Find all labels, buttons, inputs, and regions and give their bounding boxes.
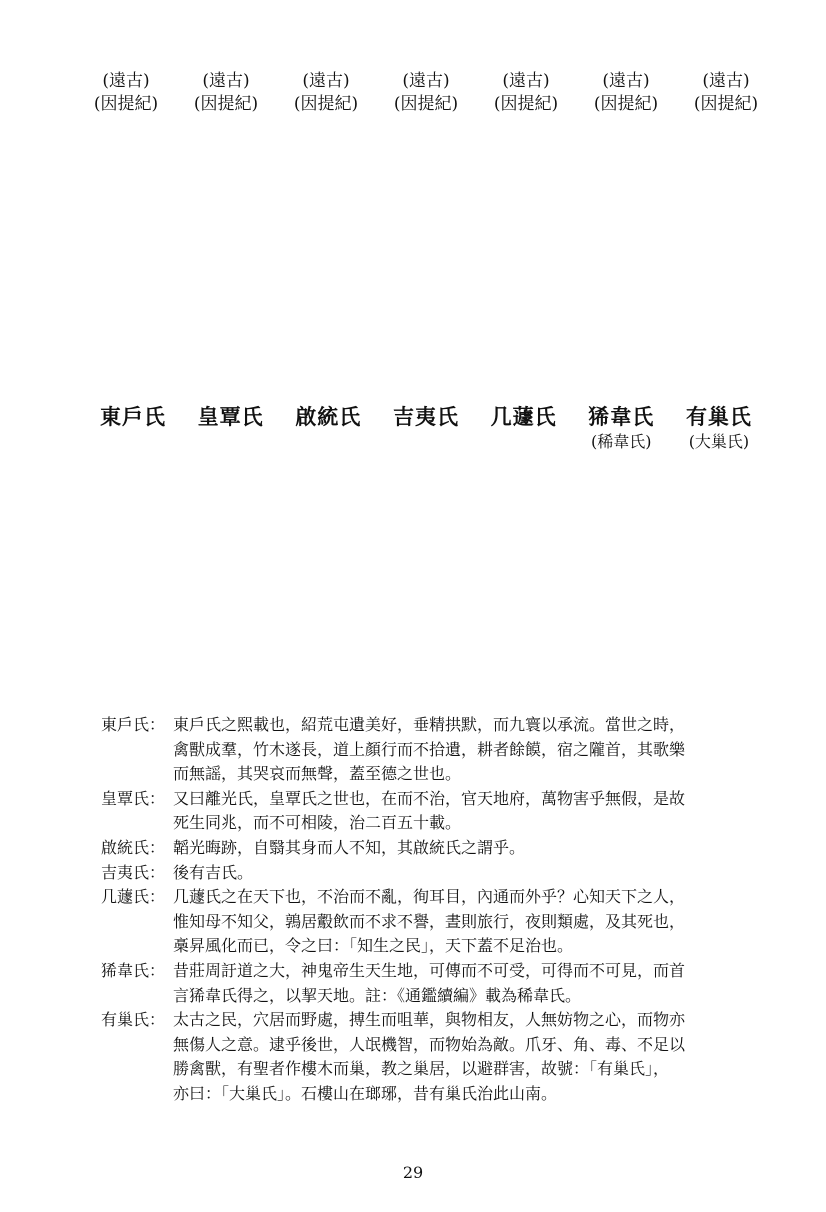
entry-qi-tong: [101, 836, 781, 861]
ruler-alias: (大巢氏): [688, 432, 750, 451]
entry-line: 禽獸成羣，竹木遂長，道上顏行而不拾遺，耕者餘饃，宿之隴首，其歌樂: [173, 739, 686, 759]
entry-dong-hu: [101, 713, 781, 787]
entry-label: 几蘧氏：: [101, 887, 166, 907]
entry-line: 勝禽獸，有聖者作樓木而巢，教之巢居，以避群害，故號：「有巢氏」，: [173, 1059, 670, 1079]
entry-line: 死生同兆，而不可相陵，治二百五十載。: [173, 813, 462, 833]
entry-line: 韜光晦跡，自翳其身而人不知，其啟統氏之謂乎。: [173, 837, 526, 857]
ruler-name-cell: [672, 402, 766, 452]
ruler-entries: [101, 713, 781, 1107]
ruler-name: 有巢氏: [685, 404, 752, 429]
era-label: [686, 70, 766, 116]
era-sub-line: (因提紀): [493, 94, 559, 114]
entry-you-chao: [101, 1008, 781, 1106]
entry-body: [173, 1008, 781, 1106]
entry-line: 無傷人之意。逮乎後世，人氓機智，而物始為敵。爪牙、角、毒、不足以: [173, 1034, 686, 1054]
entry-body: [173, 787, 781, 836]
entry-label: 東戶氏：: [101, 715, 166, 734]
entry-line: 言狶韋氏得之，以挈天地。註：《通鑑續編》載為稀韋氏。: [173, 985, 582, 1005]
era-label: [586, 70, 666, 116]
entry-body: [173, 836, 781, 861]
era-line: (遠古): [202, 71, 250, 91]
ruler-name: 皇覃氏: [197, 404, 264, 429]
entry-line: 又曰離光氏，皇覃氏之世也，在而不治，官天地府，萬物害乎無假，是故: [173, 788, 686, 808]
era-label: [386, 70, 466, 116]
era-line: (遠古): [402, 71, 450, 91]
era-label: [286, 70, 366, 116]
era-sub-line: (因提紀): [193, 94, 259, 114]
entry-body: [173, 885, 781, 959]
era-label: [186, 70, 266, 116]
entry-label: 皇覃氏：: [101, 788, 166, 808]
era-label: [86, 70, 166, 116]
entry-huang-tan: [101, 787, 781, 836]
entry-line: 後有吉氏。: [173, 862, 254, 882]
era-label: [486, 70, 566, 116]
entry-label: 狶韋氏：: [101, 960, 166, 980]
entry-label: 吉夷氏：: [101, 862, 166, 882]
ruler-alias: (稀韋氏): [591, 432, 652, 451]
entry-line: 太古之民，穴居而野處，搏生而咀華，與物相友，人無妨物之心，而物亦: [173, 1010, 686, 1030]
ruler-name: 東戶氏: [100, 404, 166, 429]
era-line: (遠古): [302, 71, 350, 91]
page-number: 29: [402, 1163, 424, 1182]
entry-body: [173, 959, 781, 1008]
ruler-name-cell: [184, 402, 278, 452]
entry-line: 昔莊周訏道之大，神鬼帝生天生地，可傳而不可受，可得而不可見，而首: [173, 960, 686, 980]
era-sub-line: (因提紀): [293, 94, 359, 114]
ruler-name-cell: [379, 402, 473, 452]
era-line: (遠古): [102, 71, 150, 91]
entry-line: 亦曰：「大巢氏」。石樓山在瑯琊，昔有巢氏治此山南。: [173, 1083, 558, 1103]
era-sub-line: (因提紀): [93, 94, 159, 114]
ruler-names-row: [86, 402, 766, 452]
ruler-name: 几蘧氏: [490, 404, 557, 429]
ruler-name-cell: [86, 402, 180, 452]
ruler-name-cell: [281, 402, 375, 452]
ruler-name-cell: [574, 402, 668, 452]
entry-ji-qu: [101, 885, 781, 959]
entry-body: [173, 713, 781, 787]
ruler-name-cell: [477, 402, 571, 452]
era-sub-line: (因提紀): [393, 94, 459, 114]
era-sub-line: (因提紀): [693, 94, 759, 114]
ruler-name: 狶韋氏: [588, 404, 655, 429]
entry-line: 而無謡，其哭哀而無聲，蓋至德之世也。: [173, 764, 462, 784]
entry-line: 几蘧氏之在天下也，不治而不亂，徇耳目，內通而外乎？心知天下之人，: [173, 887, 686, 907]
entry-label: 有巢氏：: [101, 1010, 166, 1030]
entry-body: [173, 861, 781, 886]
era-header-row: [86, 70, 766, 116]
entry-line: 東戶氏之熙載也，紹荒屯遺美好，垂精拱默，而九寰以承流。當世之時，: [173, 715, 686, 734]
ruler-name: 啟統氏: [295, 404, 362, 429]
era-line: (遠古): [602, 71, 650, 91]
era-line: (遠古): [702, 71, 750, 91]
entry-line: 惟知母不知父，鶉居鷇飲而不求不譽，晝則旅行，夜則類處，及其死也，: [173, 911, 686, 931]
entry-label: 啟統氏：: [101, 837, 166, 857]
era-line: (遠古): [502, 71, 550, 91]
era-sub-line: (因提紀): [593, 94, 659, 114]
ruler-name: 吉夷氏: [392, 404, 459, 429]
entry-xi-wei: [101, 959, 781, 1008]
entry-ji-yi: [101, 861, 781, 886]
entry-line: 槀昇風化而已，令之曰：「知生之民」，天下蓋不足治也。: [173, 936, 574, 956]
